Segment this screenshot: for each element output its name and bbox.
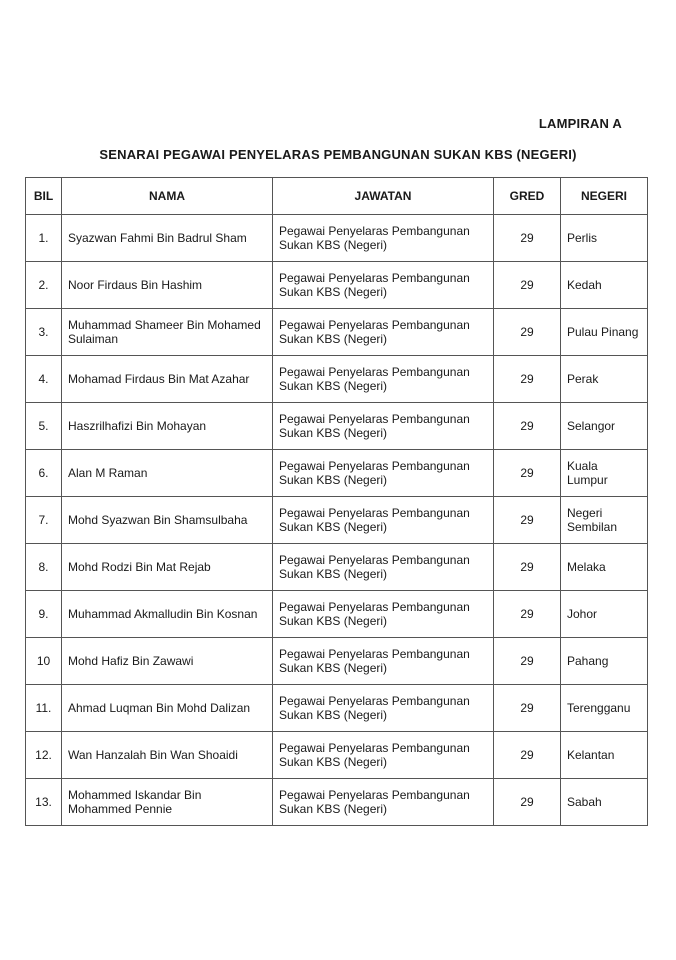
cell-jawatan: Pegawai Penyelaras Pembangunan Sukan KBS (Negeri) bbox=[273, 215, 494, 262]
cell-negeri: Kelantan bbox=[561, 732, 648, 779]
cell-gred: 29 bbox=[494, 262, 561, 309]
cell-negeri: Pulau Pinang bbox=[561, 309, 648, 356]
cell-nama: Alan M Raman bbox=[62, 450, 273, 497]
cell-nama: Mohd Hafiz Bin Zawawi bbox=[62, 638, 273, 685]
cell-negeri: Perak bbox=[561, 356, 648, 403]
header-gred: GRED bbox=[494, 178, 561, 215]
cell-negeri: Johor bbox=[561, 591, 648, 638]
cell-jawatan: Pegawai Penyelaras Pembangunan Sukan KBS (Negeri) bbox=[273, 779, 494, 826]
cell-nama: Mohd Syazwan Bin Shamsulbaha bbox=[62, 497, 273, 544]
cell-negeri: Perlis bbox=[561, 215, 648, 262]
cell-bil: 6. bbox=[26, 450, 62, 497]
cell-gred: 29 bbox=[494, 356, 561, 403]
cell-bil: 2. bbox=[26, 262, 62, 309]
cell-gred: 29 bbox=[494, 732, 561, 779]
cell-jawatan: Pegawai Penyelaras Pembangunan Sukan KBS (Negeri) bbox=[273, 309, 494, 356]
table-row bbox=[26, 591, 648, 638]
cell-nama: Syazwan Fahmi Bin Badrul Sham bbox=[62, 215, 273, 262]
cell-jawatan: Pegawai Penyelaras Pembangunan Sukan KBS (Negeri) bbox=[273, 450, 494, 497]
header-nama: NAMA bbox=[62, 178, 273, 215]
cell-bil: 1. bbox=[26, 215, 62, 262]
cell-bil: 5. bbox=[26, 403, 62, 450]
cell-nama: Muhammad Shameer Bin Mohamed Sulaiman bbox=[62, 309, 273, 356]
cell-gred: 29 bbox=[494, 779, 561, 826]
officer-list-table bbox=[25, 177, 648, 826]
cell-bil: 4. bbox=[26, 356, 62, 403]
cell-negeri: Selangor bbox=[561, 403, 648, 450]
cell-gred: 29 bbox=[494, 544, 561, 591]
table-row bbox=[26, 685, 648, 732]
table-row bbox=[26, 215, 648, 262]
cell-gred: 29 bbox=[494, 638, 561, 685]
header-negeri: NEGERI bbox=[561, 178, 648, 215]
cell-gred: 29 bbox=[494, 450, 561, 497]
table-row bbox=[26, 309, 648, 356]
table-row bbox=[26, 450, 648, 497]
cell-negeri: Kuala Lumpur bbox=[561, 450, 648, 497]
cell-jawatan: Pegawai Penyelaras Pembangunan Sukan KBS (Negeri) bbox=[273, 544, 494, 591]
cell-nama: Muhammad Akmalludin Bin Kosnan bbox=[62, 591, 273, 638]
cell-bil: 9. bbox=[26, 591, 62, 638]
cell-gred: 29 bbox=[494, 591, 561, 638]
cell-negeri: Sabah bbox=[561, 779, 648, 826]
cell-nama: Ahmad Luqman Bin Mohd Dalizan bbox=[62, 685, 273, 732]
cell-negeri: Melaka bbox=[561, 544, 648, 591]
appendix-label: LAMPIRAN A bbox=[538, 116, 622, 131]
cell-jawatan: Pegawai Penyelaras Pembangunan Sukan KBS (Negeri) bbox=[273, 262, 494, 309]
table-row bbox=[26, 732, 648, 779]
cell-nama: Mohamad Firdaus Bin Mat Azahar bbox=[62, 356, 273, 403]
cell-jawatan: Pegawai Penyelaras Pembangunan Sukan KBS (Negeri) bbox=[273, 356, 494, 403]
table-row bbox=[26, 638, 648, 685]
cell-nama: Haszrilhafizi Bin Mohayan bbox=[62, 403, 273, 450]
cell-negeri: Negeri Sembilan bbox=[561, 497, 648, 544]
cell-gred: 29 bbox=[494, 309, 561, 356]
cell-bil: 10 bbox=[26, 638, 62, 685]
table-row bbox=[26, 544, 648, 591]
cell-jawatan: Pegawai Penyelaras Pembangunan Sukan KBS (Negeri) bbox=[273, 497, 494, 544]
table-row bbox=[26, 497, 648, 544]
header-bil: BIL bbox=[26, 178, 62, 215]
cell-nama: Mohd Rodzi Bin Mat Rejab bbox=[62, 544, 273, 591]
cell-nama: Noor Firdaus Bin Hashim bbox=[62, 262, 273, 309]
cell-bil: 12. bbox=[26, 732, 62, 779]
table-row bbox=[26, 356, 648, 403]
cell-gred: 29 bbox=[494, 497, 561, 544]
cell-jawatan: Pegawai Penyelaras Pembangunan Sukan KBS (Negeri) bbox=[273, 732, 494, 779]
cell-bil: 7. bbox=[26, 497, 62, 544]
cell-negeri: Pahang bbox=[561, 638, 648, 685]
table-row bbox=[26, 403, 648, 450]
document-title: SENARAI PEGAWAI PENYELARAS PEMBANGUNAN SUKAN KBS (NEGERI) bbox=[99, 147, 577, 162]
table-row bbox=[26, 779, 648, 826]
table-row bbox=[26, 262, 648, 309]
cell-bil: 8. bbox=[26, 544, 62, 591]
cell-nama: Wan Hanzalah Bin Wan Shoaidi bbox=[62, 732, 273, 779]
cell-jawatan: Pegawai Penyelaras Pembangunan Sukan KBS (Negeri) bbox=[273, 638, 494, 685]
table-header-row bbox=[26, 178, 648, 215]
cell-gred: 29 bbox=[494, 215, 561, 262]
header-jawatan: JAWATAN bbox=[273, 178, 494, 215]
cell-jawatan: Pegawai Penyelaras Pembangunan Sukan KBS (Negeri) bbox=[273, 591, 494, 638]
cell-nama: Mohammed Iskandar Bin Mohammed Pennie bbox=[62, 779, 273, 826]
cell-gred: 29 bbox=[494, 403, 561, 450]
cell-negeri: Terengganu bbox=[561, 685, 648, 732]
cell-jawatan: Pegawai Penyelaras Pembangunan Sukan KBS (Negeri) bbox=[273, 685, 494, 732]
cell-negeri: Kedah bbox=[561, 262, 648, 309]
cell-jawatan: Pegawai Penyelaras Pembangunan Sukan KBS (Negeri) bbox=[273, 403, 494, 450]
cell-bil: 11. bbox=[26, 685, 62, 732]
cell-bil: 3. bbox=[26, 309, 62, 356]
cell-gred: 29 bbox=[494, 685, 561, 732]
cell-bil: 13. bbox=[26, 779, 62, 826]
